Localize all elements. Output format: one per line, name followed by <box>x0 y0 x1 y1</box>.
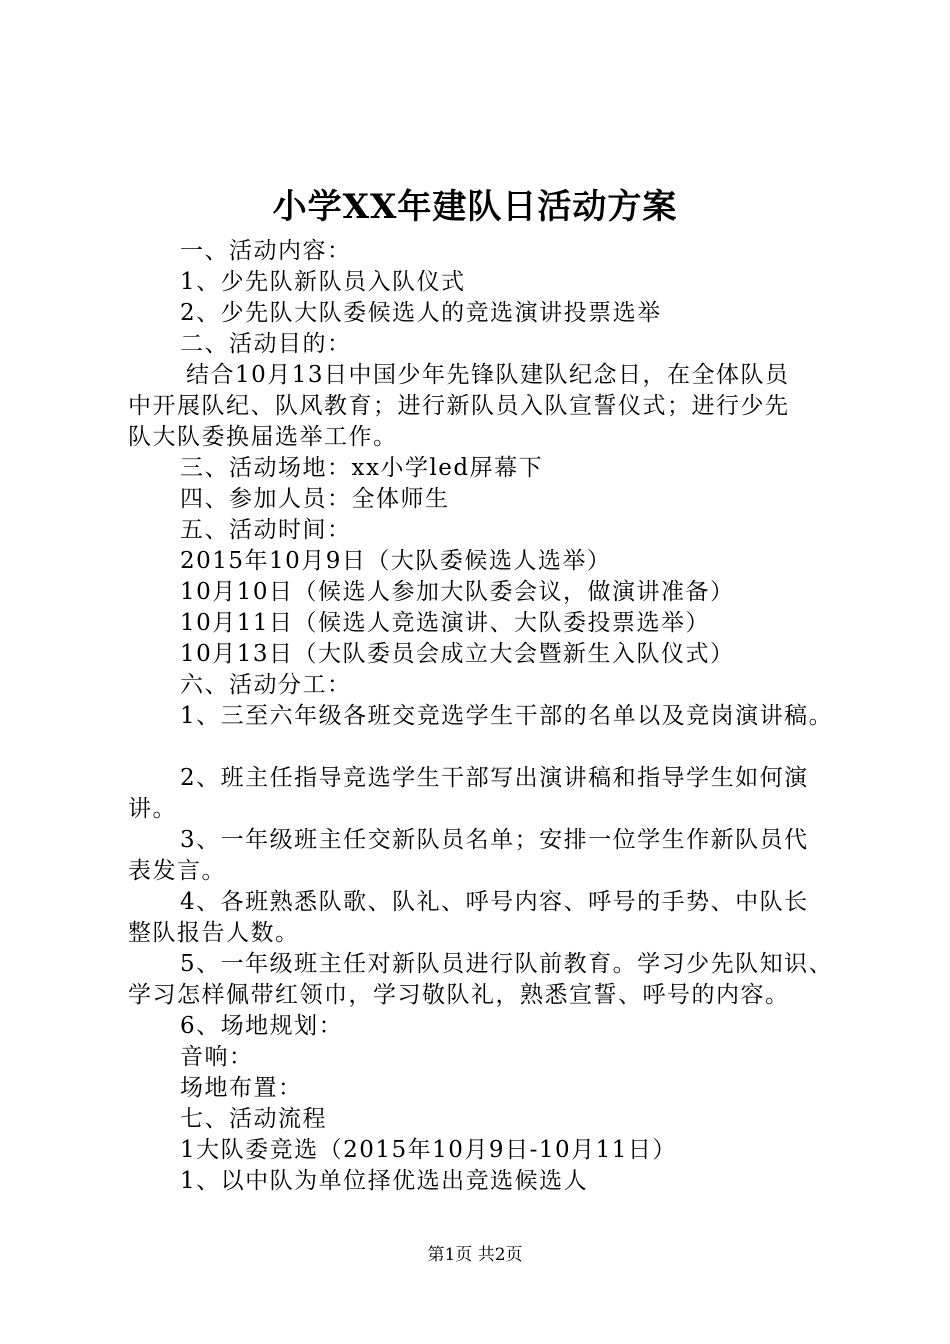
time-item-2: 10月10日（候选人参加大队委会议，做演讲准备） <box>180 579 735 605</box>
section-heading-process: 七、活动流程 <box>180 1106 327 1132</box>
time-item-4: 10月13日（大队委员会成立大会暨新生入队仪式） <box>180 641 735 667</box>
document-title: 小学XX年建队日活动方案 <box>272 187 678 227</box>
section-heading-content: 一、活动内容： <box>180 238 352 264</box>
division-item-3-line-1: 3、一年级班主任交新队员名单；安排一位学生作新队员代 <box>180 827 809 853</box>
division-item-2-line-2: 讲。 <box>128 796 177 822</box>
section-heading-venue: 三、活动场地：xx小学led屏幕下 <box>180 455 544 481</box>
division-item-4-line-1: 4、各班熟悉队歌、队礼、呼号内容、呼号的手势、中队长 <box>180 889 809 915</box>
purpose-text-line-3: 队大队委换届选举工作。 <box>128 424 398 450</box>
audio-item: 音响： <box>180 1044 254 1070</box>
time-item-1: 2015年10月9日（大队委候选人选举） <box>180 548 612 574</box>
division-item-5-line-2: 学习怎样佩带红领巾，学习敬队礼，熟悉宣誓、呼号的内容。 <box>128 982 790 1008</box>
process-subitem-1: 1、以中队为单位择优选出竞选候选人 <box>180 1168 589 1194</box>
purpose-text-line-2: 中开展队纪、队风教育；进行新队员入队宣誓仪式；进行少先 <box>128 393 790 419</box>
section-heading-time: 五、活动时间： <box>180 517 352 543</box>
division-item-5-line-1: 5、一年级班主任对新队员进行队前教育。学习少先队知识、 <box>180 951 834 977</box>
section-heading-purpose: 二、活动目的： <box>180 331 352 357</box>
venue-layout-item: 场地布置： <box>180 1075 303 1101</box>
division-item-6: 6、场地规划： <box>180 1013 344 1039</box>
content-item-2: 2、少先队大队委候选人的竞选演讲投票选举 <box>180 300 662 326</box>
page-number: 第1页 共2页 <box>427 1245 523 1265</box>
division-item-2-line-1: 2、班主任指导竞选学生干部写出演讲稿和指导学生如何演 <box>180 765 809 791</box>
content-item-1: 1、少先队新队员入队仪式 <box>180 269 466 295</box>
section-heading-participants: 四、参加人员：全体师生 <box>180 486 450 512</box>
time-item-3: 10月11日（候选人竞选演讲、大队委投票选举） <box>180 610 711 636</box>
purpose-text-line-1: 结合10月13日中国少年先锋队建队纪念日，在全体队员 <box>186 362 790 388</box>
section-heading-division: 六、活动分工： <box>180 672 352 698</box>
division-item-1: 1、三至六年级各班交竞选学生干部的名单以及竞岗演讲稿。 <box>180 703 834 729</box>
process-item-1: 1大队委竞选（2015年10月9日-10月11日） <box>180 1137 677 1163</box>
division-item-3-line-2: 表发言。 <box>128 858 226 884</box>
division-item-4-line-2: 整队报告人数。 <box>128 920 300 946</box>
